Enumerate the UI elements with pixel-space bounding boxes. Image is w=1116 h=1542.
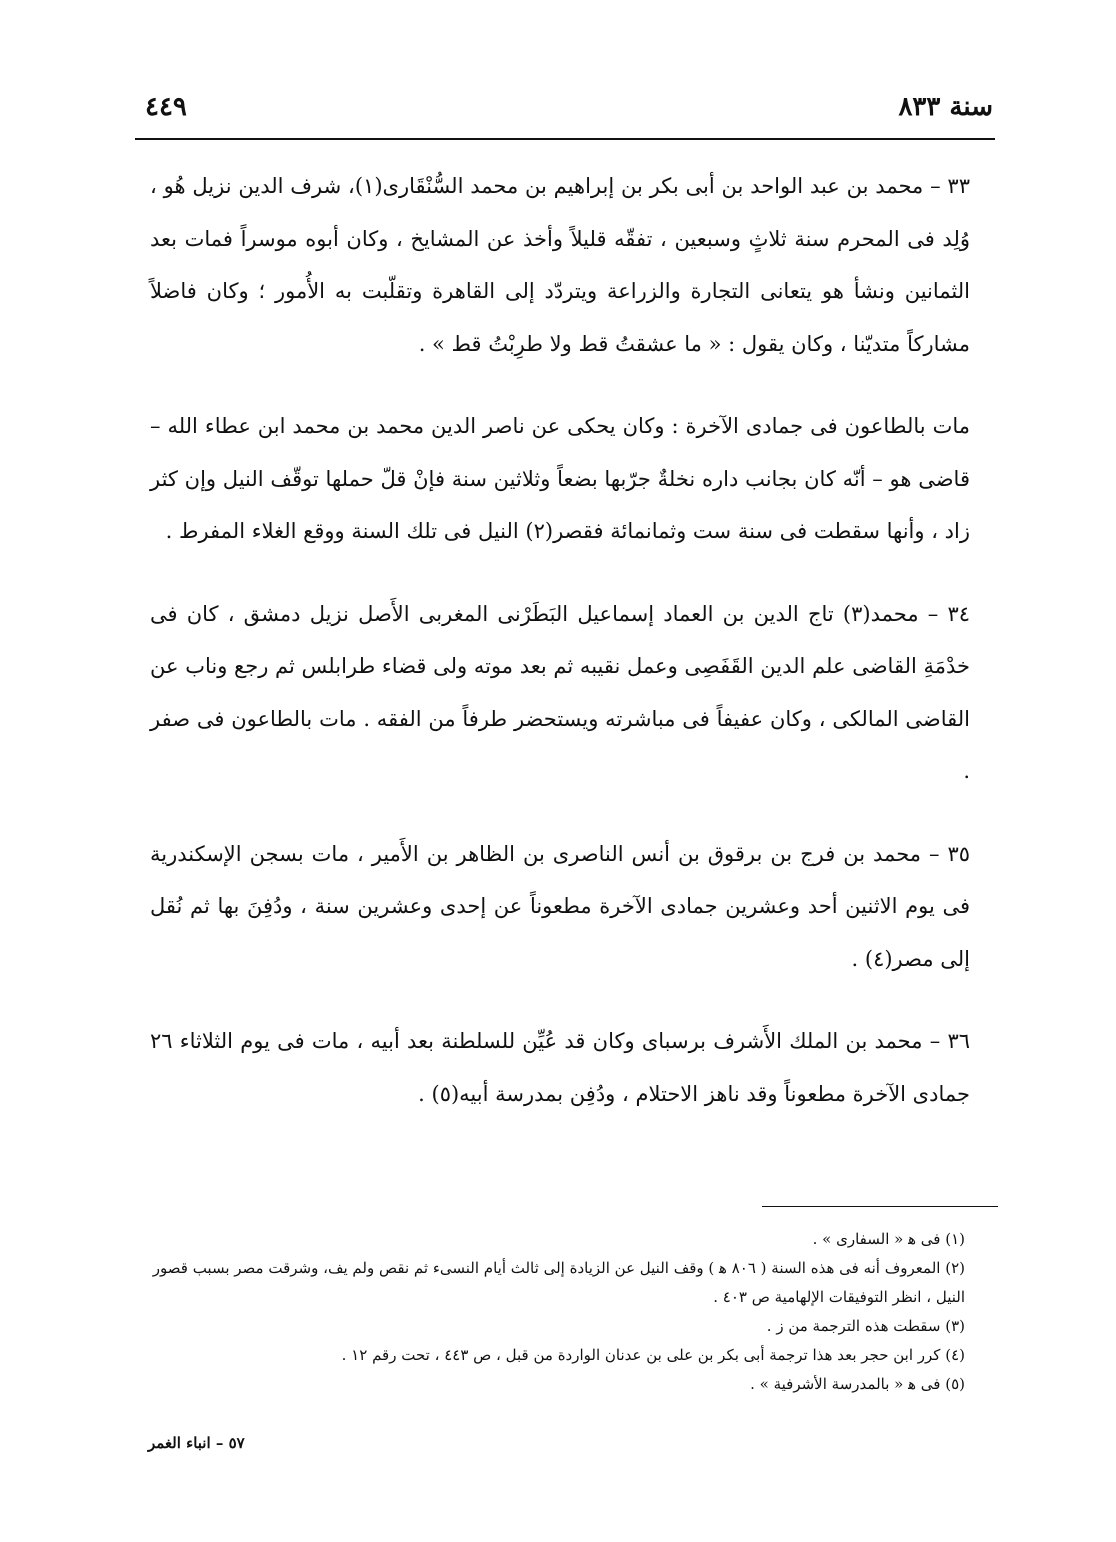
footnote-rule [762, 1206, 998, 1207]
footnotes [145, 1225, 965, 1399]
signature-mark: ٥٧ – انباء الغمر [148, 1434, 245, 1452]
entry-35: ٣٥ – محمد بن فرج بن برقوق بن أنس الناصرى بن الظاهر بن الأَمير ، مات بسجن الإسكندرية فى يوم الاثنين أحد وعشرين جمادى الآخرة مطعوناً عن إحدى وعشرين سنة ، ودُفِنَ بها ثم نُقل إلى مصر(٤) . [150, 841, 970, 971]
header-rule [135, 138, 995, 140]
running-header [135, 92, 993, 136]
footnote-1: (١) فى ﻫ « السفارى » . [812, 1230, 965, 1248]
entry-33-continued: مات بالطاعون فى جمادى الآخرة : وكان يحكى عن ناصر الدين محمد بن محمد ابن عطاء الله – قاضى هو – أنّه كان بجانب داره نخلةٌ جرّبها بضعاً وثلاثين سنة فإنْ قلّ حملها توقّف النيل وإن كثر زاد ، وأنها سقطت فى سنة ست وثمانمائة فقصر(٢) النيل فى تلك السنة ووقع الغلاء المفرط . [150, 414, 970, 543]
entry-34: ٣٤ – محمد(٣) تاج الدين بن العماد إسماعيل البَطَرْنى المغربى الأَصل نزيل دمشق ، كان فى خدْمَةِ القاضى علم الدين القَفَصِى وعمل نقيبه ثم بعد موته ولى قضاء طرابلس ثم رجع وناب عن القاضى المالكى ، وكان عفيفاً فى مباشرته ويستحضر طرفاً من الفقه . مات بالطاعون فى صفر . [150, 601, 970, 783]
footnote-2: (٢) المعروف أنه فى هذه السنة ( ٨٠٦ ﻫ ) وقف النيل عن الزيادة إلى ثالث أيام النسىء ثم نقص ولم يف، وشرقت مصر بسبب قصور النيل ، انظر التوفيقات الإلهامية ص ٤٠٣ . [152, 1259, 965, 1306]
header-year: سنة ٨٣٣ [898, 92, 993, 122]
page-number: ٤٤٩ [145, 92, 187, 122]
footnote-5: (٥) فى ﻫ « بالمدرسة الأشرفية » . [750, 1375, 965, 1393]
body-text [150, 160, 970, 1120]
entry-33: ٣٣ – محمد بن عبد الواحد بن أبى بكر بن إبراهيم بن محمد السُّنْقَارى(١)، شرف الدين نزيل هُو ، وُلِد فى المحرم سنة ثلاثٍ وسبعين ، تفقّه قليلاً وأخذ عن المشايخ ، وكان أبوه موسراً فمات بعد الثمانين ونشأ هو يتعانى التجارة والزراعة ويتردّد إلى القاهرة وتقلّبت به الأُمور ؛ وكان فاضلاً مشاركاً متديّنا ، وكان يقول : « ما عشقتُ قط ولا طرِبْتُ قط » . [150, 174, 970, 356]
entry-36: ٣٦ – محمد بن الملك الأَشرف برسباى وكان قد عُيِّن للسلطنة بعد أبيه ، مات فى يوم الثلاثاء ٢٦ جمادى الآخرة مطعوناً وقد ناهز الاحتلام ، ودُفِن بمدرسة أبيه(٥) . [150, 1029, 970, 1106]
footnote-4: (٤) كرر ابن حجر بعد هذا ترجمة أبى بكر بن على بن عدنان الواردة من قبل ، ص ٤٤٣ ، تحت رقم ١٢ . [341, 1346, 965, 1364]
footnote-3: (٣) سقطت هذه الترجمة من ز . [766, 1317, 965, 1335]
